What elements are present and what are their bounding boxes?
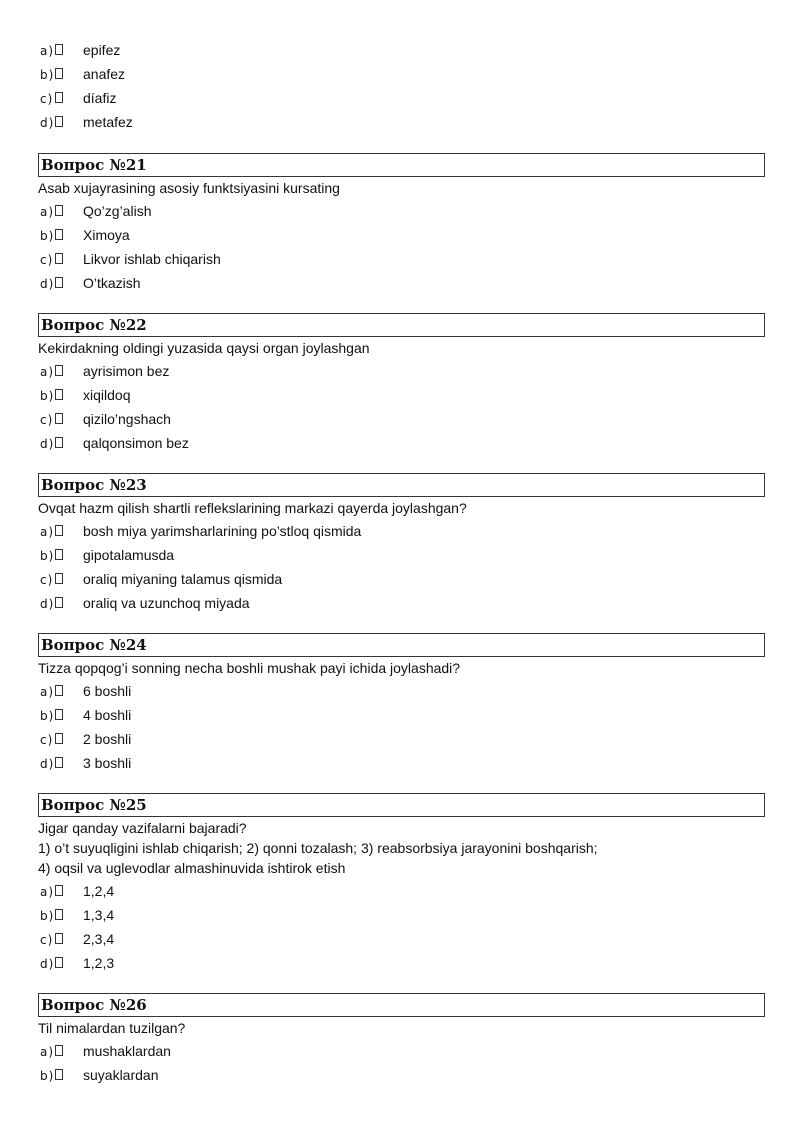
answer-option[interactable] — [38, 383, 765, 407]
answer-option[interactable] — [38, 751, 765, 775]
answer-option[interactable] — [38, 1039, 765, 1063]
checkbox-icon[interactable] — [55, 733, 63, 744]
answer-option[interactable] — [38, 199, 765, 223]
checkbox-icon[interactable] — [55, 44, 63, 55]
checkbox-icon[interactable] — [55, 365, 63, 376]
answer-option[interactable] — [38, 247, 765, 271]
answer-option[interactable] — [38, 727, 765, 751]
question-title: Вопрос №26 — [38, 993, 765, 1017]
question-text: Jigar qanday vazifalarni bajaradi? — [38, 820, 247, 836]
option-text: mushaklardan — [83, 1043, 171, 1059]
option-text: qizilo’ngshach — [83, 411, 171, 427]
answer-option[interactable] — [38, 543, 765, 567]
option-letter: b) — [40, 549, 55, 563]
option-letter: c) — [40, 413, 54, 427]
option-letter: b) — [40, 229, 55, 243]
question-title: Вопрос №21 — [38, 153, 765, 177]
question-block — [38, 313, 765, 455]
option-letter: b) — [40, 709, 55, 723]
option-letter: d) — [40, 277, 55, 291]
checkbox-icon[interactable] — [55, 253, 63, 264]
checkbox-icon[interactable] — [55, 685, 63, 696]
checkbox-icon[interactable] — [55, 229, 63, 240]
option-text: bosh miya yarimsharlarining po’stloq qismida — [83, 523, 362, 539]
option-text: 1,2,4 — [83, 883, 115, 899]
option-text: 3 boshli — [83, 755, 132, 771]
option-text: Qo’zg’alish — [83, 203, 152, 219]
checkbox-icon[interactable] — [55, 909, 63, 920]
answer-option[interactable] — [38, 703, 765, 727]
question-title: Вопрос №22 — [38, 313, 765, 337]
checkbox-icon[interactable] — [55, 413, 63, 424]
checkbox-icon[interactable] — [55, 525, 63, 536]
option-letter: d) — [40, 597, 55, 611]
option-text: 1,3,4 — [83, 907, 115, 923]
option-text: qalqonsimon bez — [83, 435, 189, 451]
option-letter: a) — [40, 885, 55, 899]
option-letter: c) — [40, 933, 54, 947]
answer-option[interactable] — [38, 879, 765, 903]
option-text: Likvor ishlab chiqarish — [83, 251, 221, 267]
answer-option[interactable] — [38, 679, 765, 703]
option-letter: b) — [40, 909, 55, 923]
option-letter: a) — [40, 1045, 55, 1059]
answer-option[interactable] — [38, 567, 765, 591]
option-text: 1,2,3 — [83, 955, 115, 971]
question-title: Вопрос №24 — [38, 633, 765, 657]
answer-option[interactable] — [38, 359, 765, 383]
answer-option[interactable] — [38, 951, 765, 975]
checkbox-icon[interactable] — [55, 277, 63, 288]
option-letter: d) — [40, 116, 55, 130]
option-text: 2,3,4 — [83, 931, 115, 947]
answer-option[interactable] — [38, 903, 765, 927]
checkbox-icon[interactable] — [55, 1069, 63, 1080]
question-text-line: 4) oqsil va uglevodlar almashinuvida ishtirok etish — [38, 860, 346, 876]
checkbox-icon[interactable] — [55, 437, 63, 448]
option-text: Ximoya — [83, 227, 130, 243]
option-text: epifez — [83, 42, 121, 58]
checkbox-icon[interactable] — [55, 757, 63, 768]
option-text: ayrisimon bez — [83, 363, 170, 379]
option-letter: d) — [40, 957, 55, 971]
checkbox-icon[interactable] — [55, 597, 63, 608]
question-text: Tizza qopqog’i sonning necha boshli mushak payi ichida joylashadi? — [38, 660, 461, 676]
option-letter: c) — [40, 253, 54, 267]
question-text-line: 1) o’t suyuqligini ishlab chiqarish; 2) qonni tozalash; 3) reabsorbsiya jarayonini boshqarish; — [38, 840, 598, 856]
option-letter: c) — [40, 573, 54, 587]
question-block — [38, 153, 765, 295]
option-letter: d) — [40, 437, 55, 451]
checkbox-icon[interactable] — [55, 68, 63, 79]
option-letter: a) — [40, 205, 55, 219]
checkbox-icon[interactable] — [55, 573, 63, 584]
question-text: Ovqat hazm qilish shartli reflekslarining markazi qayerda joylashgan? — [38, 500, 467, 516]
option-text: oraliq miyaning talamus qismida — [83, 571, 283, 587]
question-text: Til nimalardan tuzilgan? — [38, 1020, 186, 1036]
option-letter: c) — [40, 733, 54, 747]
question-title: Вопрос №23 — [38, 473, 765, 497]
option-text: suyaklardan — [83, 1067, 159, 1083]
option-letter: a) — [40, 525, 55, 539]
option-text: gipotalamusda — [83, 547, 175, 563]
question-text: Kekirdakning oldingi yuzasida qaysi organ joylashgan — [38, 340, 370, 356]
checkbox-icon[interactable] — [55, 933, 63, 944]
checkbox-icon[interactable] — [55, 957, 63, 968]
answer-option[interactable] — [38, 407, 765, 431]
checkbox-icon[interactable] — [55, 92, 63, 103]
option-letter: b) — [40, 389, 55, 403]
answer-option[interactable] — [38, 431, 765, 455]
checkbox-icon[interactable] — [55, 709, 63, 720]
answer-option[interactable] — [38, 271, 765, 295]
question-text: Asab xujayrasining asosiy funktsiyasini kursating — [38, 180, 340, 196]
option-letter: b) — [40, 68, 55, 82]
option-text: díafiz — [83, 90, 117, 106]
option-letter: b) — [40, 1069, 55, 1083]
question-block — [38, 473, 765, 615]
option-text: O’tkazish — [83, 275, 141, 291]
option-text: 6 boshli — [83, 683, 132, 699]
checkbox-icon[interactable] — [55, 389, 63, 400]
option-letter: d) — [40, 757, 55, 771]
option-letter: a) — [40, 365, 55, 379]
answer-option[interactable] — [38, 1063, 765, 1087]
checkbox-icon[interactable] — [55, 549, 63, 560]
question-block — [38, 633, 765, 775]
option-text: xiqildoq — [83, 387, 131, 403]
question-block — [38, 993, 765, 1087]
answer-option[interactable] — [38, 927, 765, 951]
question-title: Вопрос №25 — [38, 793, 765, 817]
checkbox-icon[interactable] — [55, 116, 63, 127]
option-text: metafez — [83, 114, 133, 130]
answer-option[interactable] — [38, 223, 765, 247]
checkbox-icon[interactable] — [55, 205, 63, 216]
option-text: oraliq va uzunchoq miyada — [83, 595, 250, 611]
option-letter: a) — [40, 685, 55, 699]
answer-option[interactable] — [38, 519, 765, 543]
option-text: 2 boshli — [83, 731, 132, 747]
option-text: 4 boshli — [83, 707, 132, 723]
option-letter: a) — [40, 44, 55, 58]
answer-option[interactable] — [38, 591, 765, 615]
option-text: anafez — [83, 66, 126, 82]
question-block — [38, 793, 765, 975]
option-letter: c) — [40, 92, 54, 106]
checkbox-icon[interactable] — [55, 1045, 63, 1056]
checkbox-icon[interactable] — [55, 885, 63, 896]
